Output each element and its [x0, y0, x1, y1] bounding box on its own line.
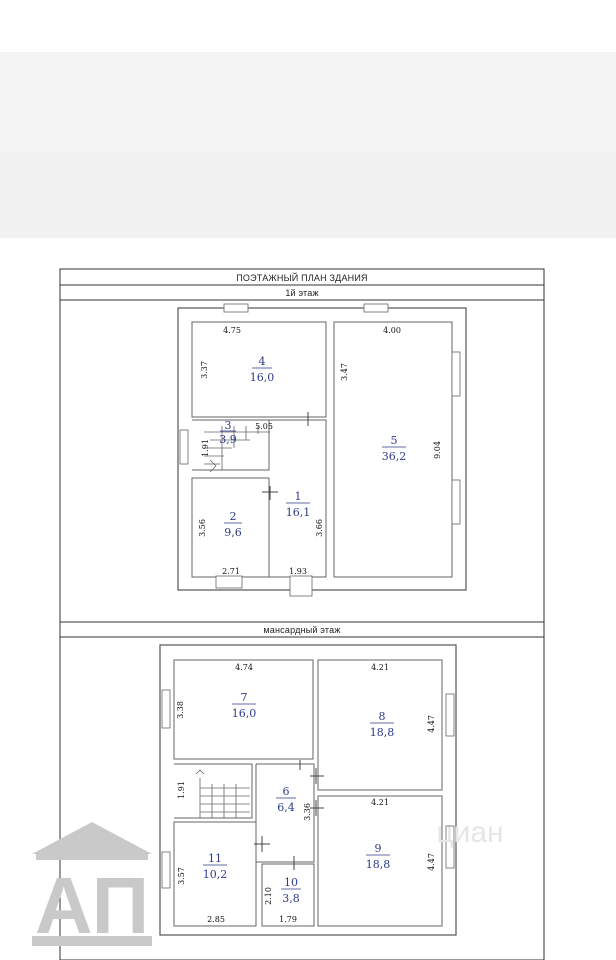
dim-1.91-floor1: 1.91 [201, 439, 210, 457]
room-4-number: 4 [258, 355, 266, 368]
dim-room5-top: 4.00 [383, 326, 401, 335]
floor2-plan [160, 645, 456, 935]
floor2-label: мансардный этаж [263, 625, 341, 635]
windows-floor2 [162, 690, 454, 888]
room-10-area: 3,8 [282, 892, 300, 905]
agency-logo [22, 820, 162, 950]
room-4-outline [192, 322, 326, 417]
room-2-number: 2 [229, 510, 237, 523]
room-8-number: 8 [378, 710, 386, 723]
stairs-floor1 [204, 426, 270, 472]
room-11-area: 10,2 [202, 868, 228, 881]
room-10-number: 10 [284, 876, 298, 889]
dim-room5-height: 9.04 [433, 441, 442, 459]
room-3-area: 3,9 [219, 433, 237, 446]
dim-room7-height: 3.38 [176, 701, 185, 719]
room-6-number: 6 [282, 785, 290, 798]
dim-room8-height: 4.47 [427, 715, 436, 733]
dim-room8-width: 4.21 [371, 663, 389, 672]
room-8-outline [318, 660, 442, 790]
dim-room11-width: 2.85 [207, 915, 225, 924]
dim-1.91-floor2: 1.91 [177, 781, 186, 799]
dim-room9-width: 4.21 [371, 798, 389, 807]
room-1-number: 1 [294, 490, 302, 503]
room-1-area: 16,1 [285, 506, 311, 519]
room-8-area: 18,8 [369, 726, 395, 739]
room-7-number: 7 [240, 691, 248, 704]
dim-5.05: 5.05 [255, 422, 273, 431]
room-11-number: 11 [208, 852, 222, 865]
room-9-number: 9 [374, 842, 382, 855]
room-4-area: 16,0 [249, 371, 275, 384]
dim-room1-width: 1.93 [289, 567, 307, 576]
dim-room11-height: 3.57 [177, 867, 186, 885]
dim-room4-height: 3.37 [200, 361, 209, 379]
room-5-area: 36,2 [381, 450, 407, 463]
dim-room6-height: 3.36 [303, 803, 312, 821]
room-7-area: 16,0 [231, 707, 257, 720]
room-2-area: 9,6 [224, 526, 242, 539]
dim-room10-width: 1.79 [279, 915, 297, 924]
floor1-label: 1й этаж [285, 288, 319, 298]
dim-room10-height: 2.10 [264, 887, 273, 905]
dim-3.47: 3.47 [340, 363, 349, 381]
dim-room1-height: 3.66 [315, 519, 324, 537]
floor1-plan [178, 304, 466, 596]
watermark-text: циан [436, 816, 504, 849]
dim-room2-height: 3.56 [198, 519, 207, 537]
room-5-number: 5 [390, 434, 398, 447]
room-6-area: 6,4 [277, 801, 295, 814]
dim-room2-width: 2.71 [222, 567, 240, 576]
plan-title: ПОЭТАЖНЫЙ ПЛАН ЗДАНИЯ [236, 273, 368, 283]
room-3-number: 3 [224, 419, 232, 432]
logo-text: АП [34, 861, 150, 950]
dim-room9-height: 4.47 [427, 853, 436, 871]
dim-room7-width: 4.74 [235, 663, 253, 672]
room-9-area: 18,8 [365, 858, 391, 871]
stairs-floor2 [196, 770, 250, 818]
dim-room4-width: 4.75 [223, 326, 241, 335]
